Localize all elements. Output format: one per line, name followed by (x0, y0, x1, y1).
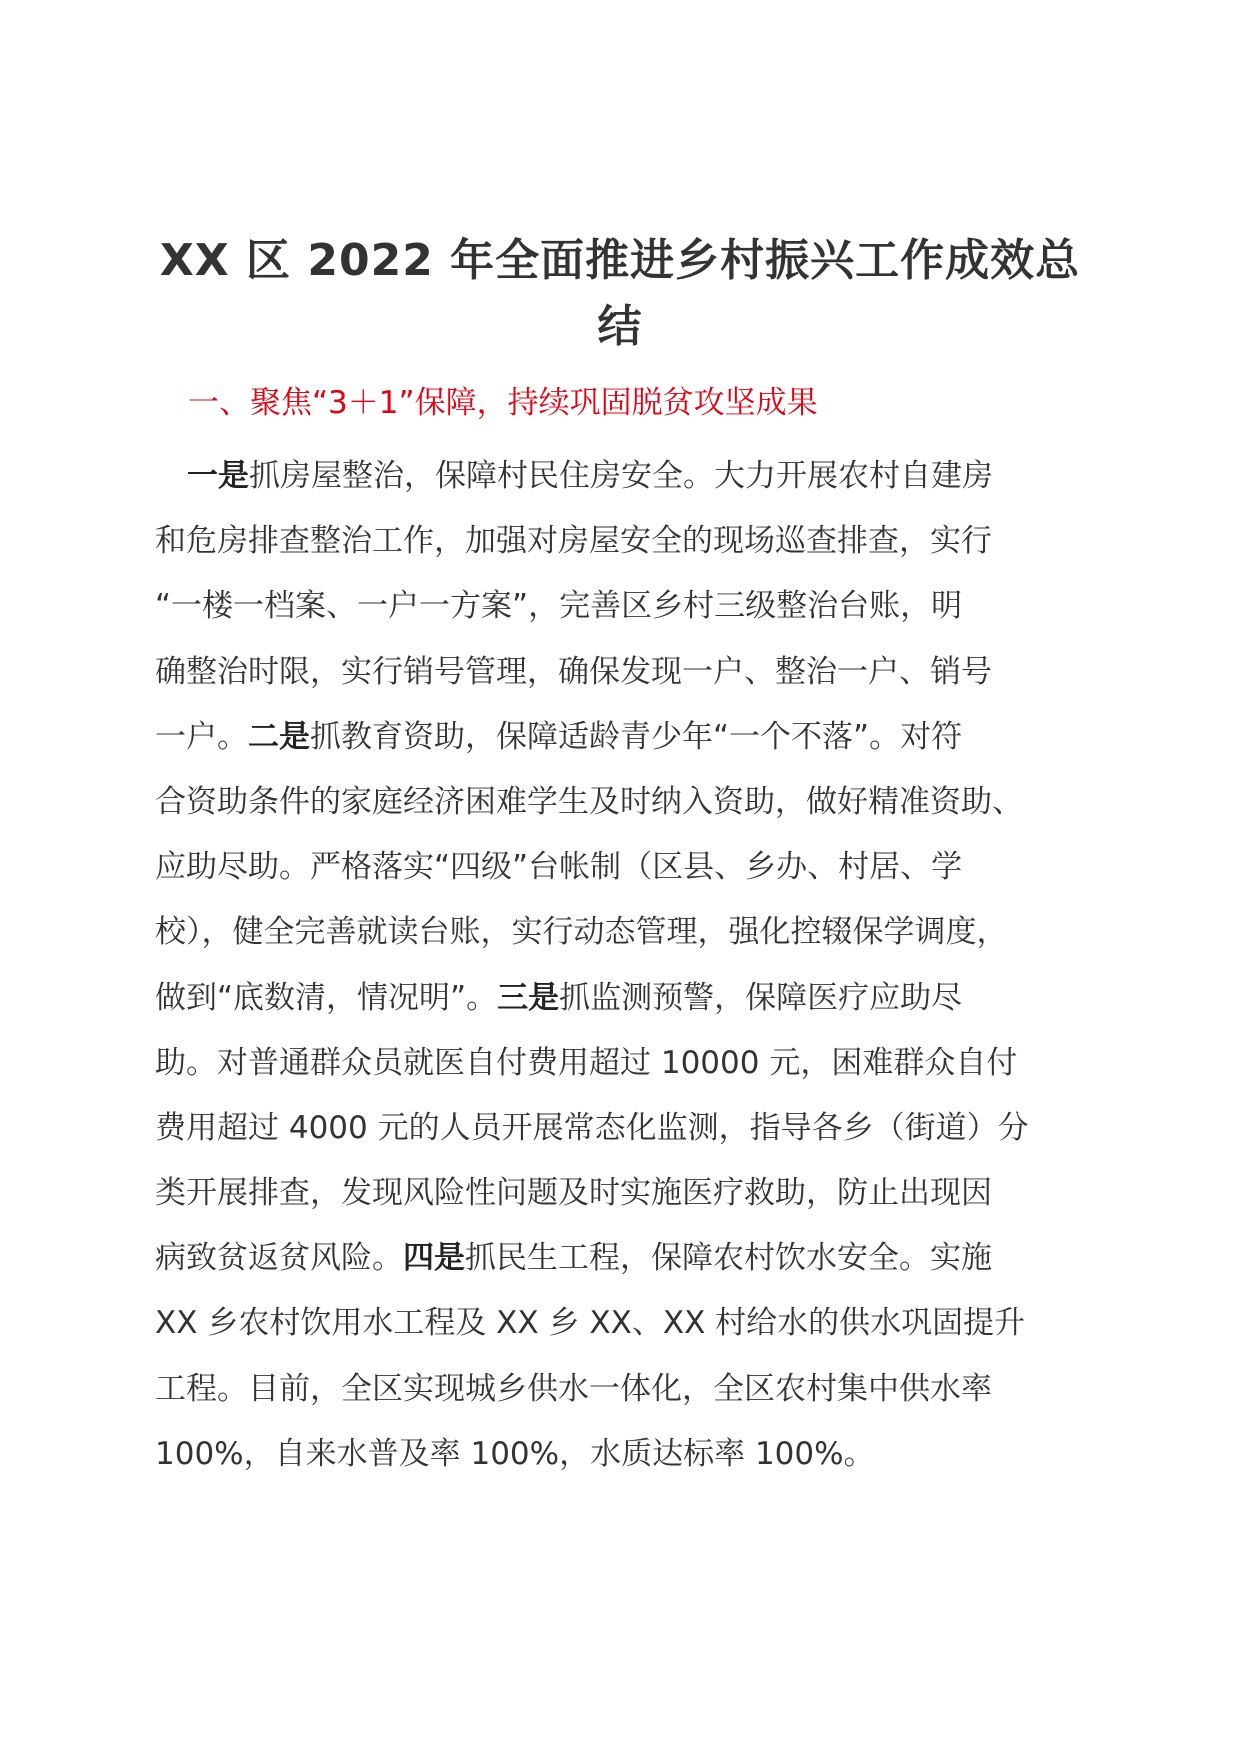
line-text: 一户。 (155, 718, 248, 755)
paragraph-line (155, 1161, 1095, 1226)
section-paragraph (155, 444, 1095, 1487)
line-text: 合资助条件的家庭经济困难学生及时纳入资助，做好精准资助、 (155, 783, 1023, 820)
line-text: 工程。目前，全区实现城乡供水一体化，全区农村集中供水率 (155, 1370, 992, 1407)
paragraph-line (155, 640, 1095, 705)
paragraph-line (155, 1422, 1095, 1487)
title-line-2: 结 (597, 301, 643, 352)
document-title (140, 228, 1100, 360)
paragraph-line (155, 770, 1095, 835)
emphasis-text: 四是 (403, 1240, 465, 1277)
line-text: 应助尽助。严格落实“四级”台帐制（区县、乡办、村居、学 (155, 849, 963, 886)
line-text: 类开展排查，发现风险性问题及时实施医疗救助，防止出现因 (155, 1175, 992, 1212)
line-text: 助。对普通群众员就医自付费用超过 10000 元，困难群众自付 (155, 1044, 1018, 1081)
line-text: 100%，自来水普及率 100%，水质达标率 100%。 (155, 1435, 875, 1472)
paragraph-line (155, 705, 1095, 770)
paragraph-line (155, 1357, 1095, 1422)
emphasis-text: 二是 (248, 718, 310, 755)
emphasis-text: 一是 (187, 458, 249, 494)
emphasis-text: 三是 (497, 979, 560, 1016)
line-text: 确整治时限，实行销号管理，确保发现一户、整治一户、销号 (155, 653, 992, 690)
paragraph-line (155, 835, 1095, 900)
title-line-1: XX 区 2022 年全面推进乡村振兴工作成效总 (159, 235, 1081, 286)
line-text: 抓监测预警，保障医疗应助尽 (559, 979, 963, 1016)
paragraph-line (155, 509, 1095, 574)
paragraph-line (155, 1226, 1095, 1291)
line-text: “一楼一档案、一户一方案”，完善区乡村三级整治台账，明 (155, 588, 963, 625)
section-heading: 一、聚焦“3＋1”保障，持续巩固脱贫攻坚成果 (188, 385, 818, 421)
paragraph-line (155, 574, 1095, 639)
line-text: 抓房屋整治，保障村民住房安全。大力开展农村自建房 (249, 458, 993, 494)
line-text: 校），健全完善就读台账，实行动态管理，强化控辍保学调度， (155, 914, 1008, 951)
line-text: 病致贫返贫风险。 (155, 1240, 403, 1277)
paragraph-line (155, 1096, 1095, 1161)
line-text: XX 乡农村饮用水工程及 XX 乡 XX、XX 村给水的供水巩固提升 (155, 1305, 1026, 1342)
line-text: 抓教育资助，保障适龄青少年“一个不落”。对符 (310, 718, 963, 755)
line-text: 做到“底数清，情况明”。 (155, 979, 498, 1016)
paragraph-line (155, 1291, 1095, 1356)
paragraph-line (155, 444, 1095, 509)
line-text: 抓民生工程，保障农村饮水安全。实施 (465, 1240, 992, 1277)
paragraph-line (155, 1031, 1095, 1096)
line-text: 和危房排查整治工作，加强对房屋安全的现场巡查排查，实行 (155, 523, 992, 560)
line-text: 费用超过 4000 元的人员开展常态化监测，指导各乡（街道）分 (155, 1109, 1029, 1146)
paragraph-line (155, 966, 1095, 1031)
paragraph-line (155, 900, 1095, 965)
